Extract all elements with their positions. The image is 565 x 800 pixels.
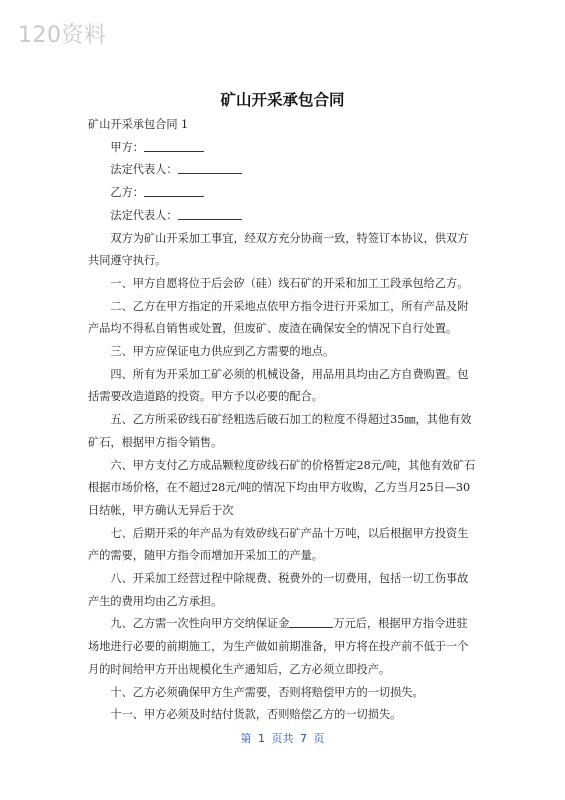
clause-11: 十一、甲方必须及时结付货款，否则赔偿乙方的一切损失。 bbox=[110, 708, 402, 722]
clause-4: 四、所有为开采加工矿必须的机械设备，用品用具均由乙方自费购置。包括需要改造道路的投资。甲方予以必要的配合。 bbox=[88, 367, 469, 404]
clause-9 bbox=[88, 613, 478, 681]
party-a-label: 甲方： bbox=[110, 140, 144, 154]
clause-6: 六、甲方支付乙方成品颗粒度矽线石矿的价格暂定28元/吨，其他有效矿石根据市场价格，在不超过28元/吨的情况下均由甲方收购，乙方当月25日—30日结帐，甲方确认无异后于次 bbox=[88, 458, 476, 517]
clause-5: 五、乙方所采矽线石矿经粗选后破石加工的粒度不得超过35㎜，其他有效矿石，根据甲方指令销售。 bbox=[88, 413, 472, 449]
page-footer: 第 1 页共 7 页 bbox=[240, 732, 325, 745]
party-a-blank bbox=[144, 139, 204, 152]
document-body bbox=[88, 114, 478, 727]
rep-b-line bbox=[88, 205, 478, 228]
document-title: 矿山开采承包合同 bbox=[220, 91, 345, 109]
rep-b-blank bbox=[178, 207, 242, 220]
clause-10: 十、乙方必须确保甲方生产需要，否则将赔偿甲方的一切损失。 bbox=[110, 685, 424, 699]
clause-9-start: 九、乙方需一次性向甲方交纳保证金 bbox=[110, 617, 290, 631]
party-b-line bbox=[88, 182, 478, 205]
document-subtitle: 矿山开采承包合同 1 bbox=[88, 118, 189, 131]
party-b-label: 乙方： bbox=[110, 186, 144, 200]
rep-a-line bbox=[88, 159, 478, 182]
rep-a-blank bbox=[178, 161, 242, 174]
watermark: 120资料 bbox=[18, 23, 107, 48]
clause-2: 二、乙方在甲方指定的开采地点依甲方指令进行开采加工，所有产品及附产品均不得私自销售或处置，但废矿、废渣在确保安全的情况下自行处置。 bbox=[88, 299, 469, 336]
deposit-amount-blank bbox=[289, 615, 333, 628]
clause-1: 一、甲方自愿将位于后会矽（硅）线石矿的开采和加工工段承包给乙方。 bbox=[110, 276, 469, 290]
rep-a-label: 法定代表人： bbox=[110, 163, 178, 177]
clause-7: 七、后期开采的年产品为有效矽线石矿产品十万吨，以后根据甲方投资生产的需要，随甲方指令而增加开采加工的产量。 bbox=[88, 526, 469, 563]
party-b-blank bbox=[144, 184, 204, 197]
clause-9-end: 万元后，根据甲方指令进驻场地进行必要的前期施工，为生产做如前期准备，甲方将在投产前不低于一个月的时间给甲方开出规模化生产通知后，乙方必须立即投产。 bbox=[88, 617, 469, 676]
clause-8: 八、开采加工经营过程中除规费、税费外的一切费用，包括一切工伤事故产生的费用均由乙方承担。 bbox=[88, 572, 469, 608]
intro-paragraph: 双方为矿山开采加工事宜，经双方充分协商一致，特签订本协议，供双方共同遵守执行。 bbox=[88, 231, 469, 268]
rep-b-label: 法定代表人： bbox=[110, 208, 178, 222]
party-a-line bbox=[88, 137, 478, 160]
clause-3: 三、甲方应保证电力供应到乙方需要的地点。 bbox=[110, 345, 335, 359]
